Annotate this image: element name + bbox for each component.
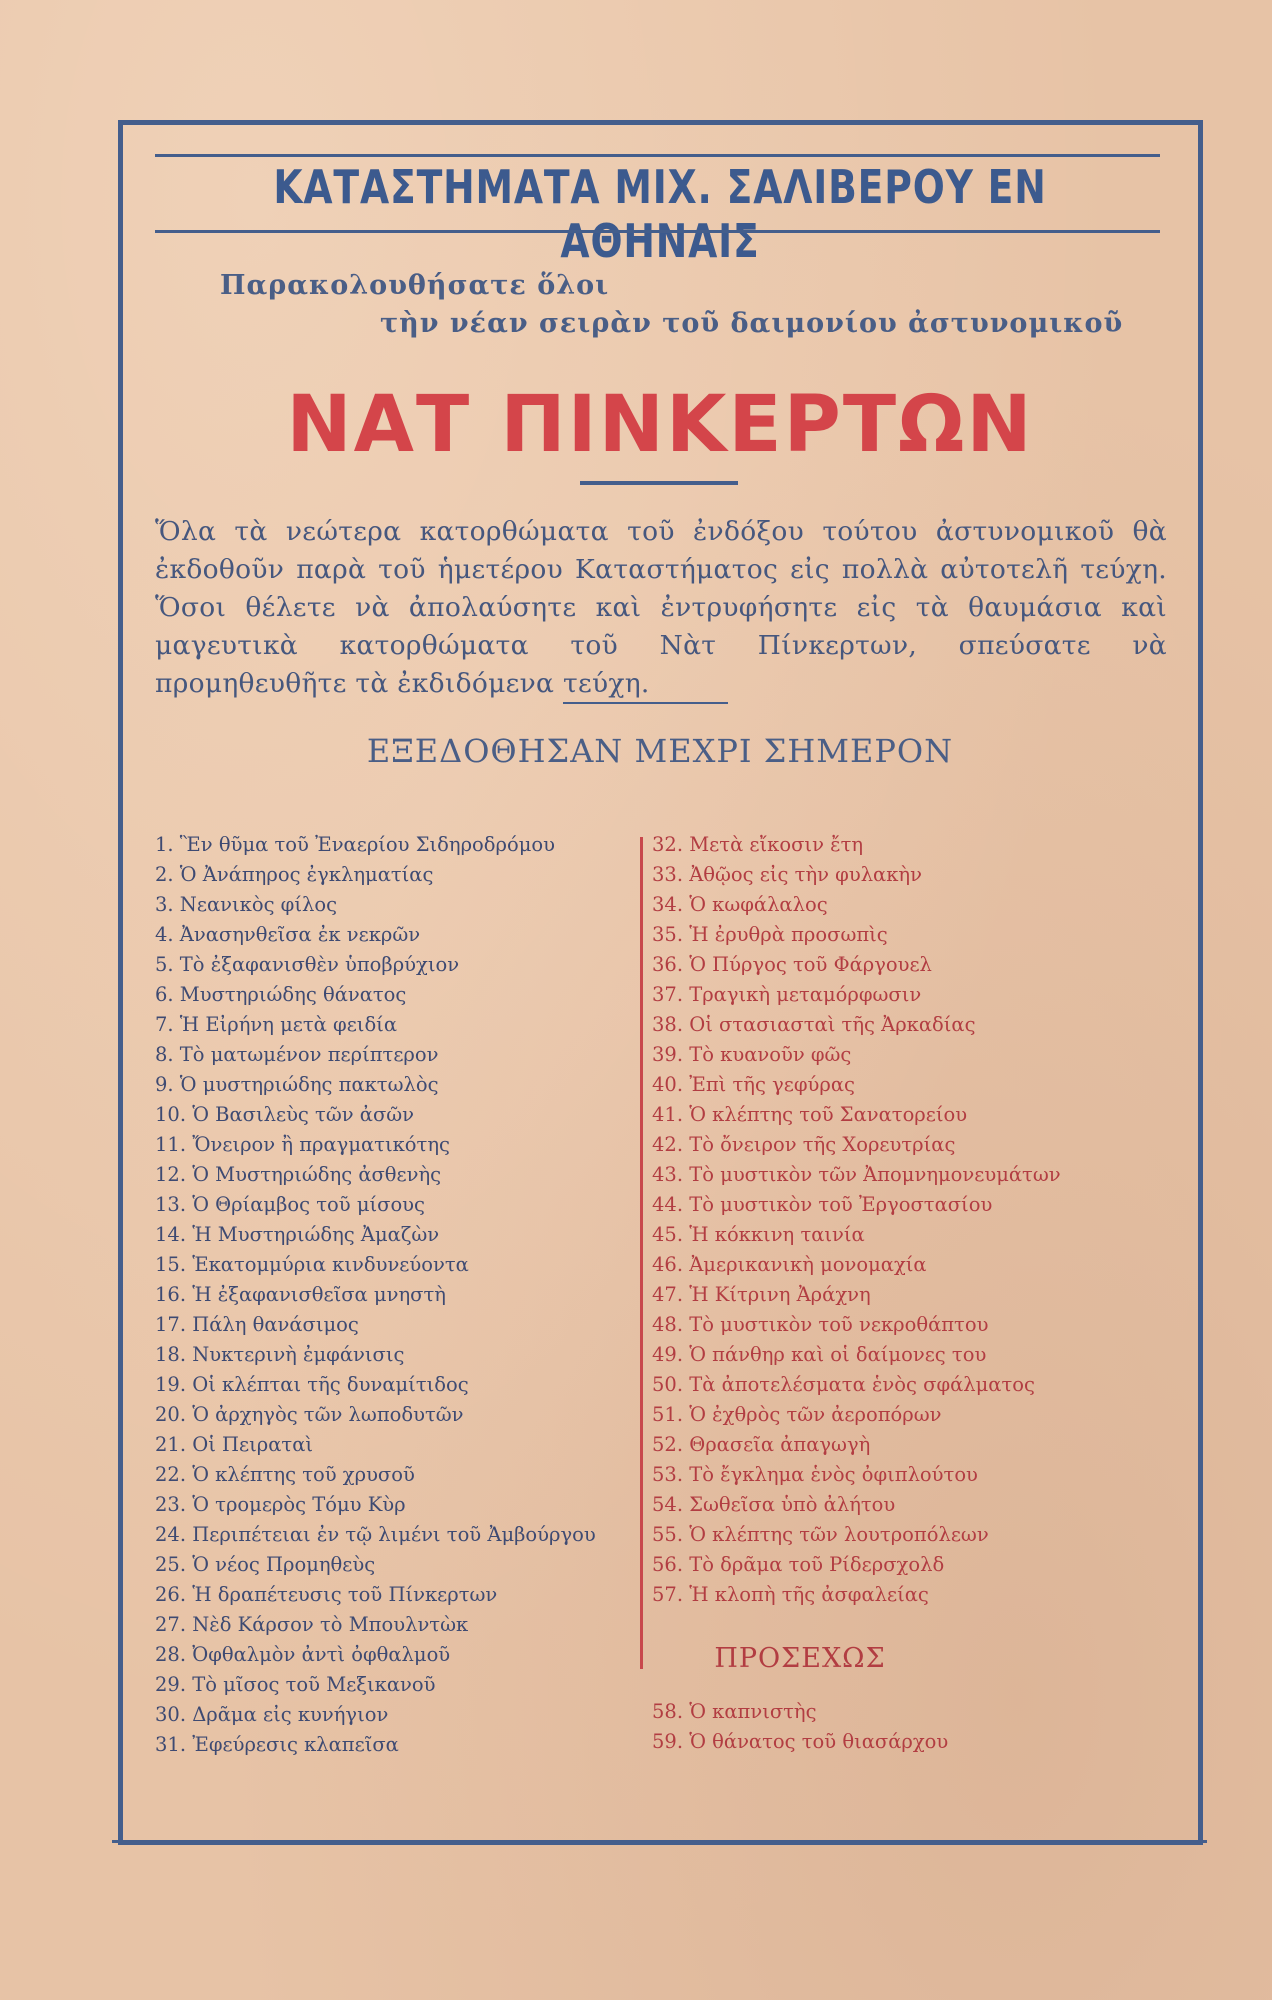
list-item: 54. Σωθεῖσα ὑπὸ ἀλήτου [652, 1493, 896, 1516]
list-item: 48. Τὸ μυστικὸν τοῦ νεκροθάπτου [652, 1313, 989, 1336]
list-item: 8. Τὸ ματωμένον περίπτερον [155, 1043, 439, 1066]
list-item: 28. Ὀφθαλμὸν ἀντὶ ὀφθαλμοῦ [155, 1643, 451, 1666]
list-item: 7. Ἡ Εἰρήνη μετὰ φειδία [155, 1013, 397, 1036]
list-item: 9. Ὁ μυστηριώδης πακτωλὸς [155, 1073, 439, 1096]
list-item: 55. Ὁ κλέπτης τῶν λουτροπόλεων [652, 1523, 989, 1546]
list-item: 49. Ὁ πάνθηρ καὶ οἱ δαίμονες του [652, 1343, 987, 1366]
list-item: 15. Ἑκατομμύρια κινδυνεύοντα [155, 1253, 469, 1276]
list-item: 26. Ἡ δραπέτευσις τοῦ Πίνκερτων [155, 1583, 498, 1606]
list-item: 23. Ὁ τρομερὸς Τόμυ Κὺρ [155, 1493, 406, 1516]
list-item: 11. Ὄνειρον ἢ πραγματικότης [155, 1133, 450, 1156]
list-item: 53. Τὸ ἔγκλημα ἑνὸς ὀφιπλούτου [652, 1463, 978, 1486]
header-top-rule [155, 154, 1160, 157]
list-item: 34. Ὁ κωφάλαλος [652, 893, 828, 916]
list-item: 59. Ὁ θάνατος τοῦ θιασάρχου [652, 1730, 949, 1753]
list-item: 12. Ὁ Μυστηριώδης ἀσθενὴς [155, 1163, 442, 1186]
list-item: 33. Ἀθῷος εἰς τὴν φυλακὴν [652, 863, 922, 886]
intro-line-1: Παρακολουθήσατε ὅλοι [220, 270, 610, 301]
list-item: 39. Τὸ κυανοῦν φῶς [652, 1043, 852, 1066]
list-item: 14. Ἡ Μυστηριώδης Ἀμαζὼν [155, 1223, 440, 1246]
list-item: 36. Ὁ Πύργος τοῦ Φάργουελ [652, 953, 932, 976]
list-item: 2. Ὁ Ἀνάπηρος ἐγκληματίας [155, 863, 434, 886]
list-item: 13. Ὁ Θρίαμβος τοῦ μίσους [155, 1193, 425, 1216]
title-rule [580, 481, 738, 485]
list-item: 29. Τὸ μῖσος τοῦ Μεξικανοῦ [155, 1673, 436, 1696]
list-item: 3. Νεανικὸς φίλος [155, 893, 338, 916]
list-item: 58. Ὁ καπνιστὴς [652, 1700, 817, 1723]
list-item: 18. Νυκτερινὴ ἐμφάνισις [155, 1343, 405, 1366]
list-item: 43. Τὸ μυστικὸν τῶν Ἀπομνημονευμάτων [652, 1163, 1061, 1186]
list-item: 1. Ἓν θῦμα τοῦ Ἐναερίου Σιδηροδρόμου [155, 833, 555, 856]
list-item: 30. Δρᾶμα εἰς κυνήγιον [155, 1703, 389, 1726]
list-item: 16. Ἡ ἐξαφανισθεῖσα μνηστὴ [155, 1283, 446, 1306]
list-item: 45. Ἡ κόκκινη ταινία [652, 1223, 865, 1246]
list-item: 40. Ἐπὶ τῆς γεφύρας [652, 1073, 855, 1096]
list-item: 25. Ὁ νέος Προμηθεὺς [155, 1553, 376, 1576]
column-divider [640, 837, 643, 1669]
list-item: 57. Ἡ κλοπὴ τῆς ἀσφαλείας [652, 1583, 929, 1606]
list-item: 19. Οἱ κλέπται τῆς δυναμίτιδος [155, 1373, 469, 1396]
list-item: 22. Ὁ κλέπτης τοῦ χρυσοῦ [155, 1463, 415, 1486]
list-item: 51. Ὁ ἐχθρὸς τῶν ἀεροπόρων [652, 1403, 942, 1426]
list-item: 47. Ἡ Κίτρινη Ἀράχνη [652, 1283, 871, 1306]
bottom-rule [112, 1840, 1207, 1843]
list-item: 50. Τὰ ἀποτελέσματα ἑνὸς σφάλματος [652, 1373, 1035, 1396]
list-item: 52. Θρασεῖα ἀπαγωγὴ [652, 1433, 871, 1456]
list-item: 17. Πάλη θανάσιμος [155, 1313, 359, 1336]
list-item: 4. Ἀνασηνθεῖσα ἐκ νεκρῶν [155, 923, 421, 946]
list-item: 6. Μυστηριώδης θάνατος [155, 983, 407, 1006]
announcement-paragraph: Ὅλα τὰ νεώτερα κατορθώματα τοῦ ἐνδόξου τούτου ἀστυνομικοῦ θὰ ἐκδοθοῦν παρὰ τοῦ ἡμετέρου Καταστήματος εἰς πολλὰ αὐτοτελῆ τεύχη. Ὅσοι θέλετε νὰ ἀπολαύσητε καὶ ἐντρυφήσητε εἰς τὰ θαυμάσια καὶ μαγευτικὰ κατορθώματα τοῦ Νὰτ Πίνκερτων, σπεύσατε νὰ προμηθευθῆτε τὰ ἐκδιδόμενα τεύχη. [155, 516, 1167, 699]
list-item: 10. Ὁ Βασιλεὺς τῶν ἀσῶν [155, 1103, 415, 1126]
upcoming-list [652, 1697, 948, 1757]
list-item: 41. Ὁ κλέπτης τοῦ Σανατορείου [652, 1103, 968, 1126]
list-item: 31. Ἐφεύρεσις κλαπεῖσα [155, 1733, 399, 1756]
section-rule [563, 702, 728, 704]
list-item: 38. Οἱ στασιασταὶ τῆς Ἀρκαδίας [652, 1013, 976, 1036]
attention-heading: ΠΡΟΣΕΧΩΣ [714, 1643, 886, 1674]
intro-line-2: τὴν νέαν σειρὰν τοῦ δαιμονίου ἀστυνομικοῦ [380, 308, 1124, 339]
list-item: 37. Τραγικὴ μεταμόρφωσιν [652, 983, 922, 1006]
list-item: 42. Τὸ ὄνειρον τῆς Χορευτρίας [652, 1133, 956, 1156]
published-list-right [652, 830, 1061, 1610]
list-item: 20. Ὁ ἀρχηγὸς τῶν λωποδυτῶν [155, 1403, 464, 1426]
list-item: 46. Ἀμερικανικὴ μονομαχία [652, 1253, 927, 1276]
list-item: 27. Νὲδ Κάρσον τὸ Μπουλντὼκ [155, 1613, 469, 1636]
list-item: 5. Τὸ ἐξαφανισθὲν ὑποβρύχιον [155, 953, 460, 976]
main-title: ΝΑΤ ΠΙΝΚΕΡΤΩΝ [286, 380, 1034, 470]
published-list-left [155, 830, 596, 1760]
list-item: 32. Μετὰ εἴκοσιν ἔτη [652, 833, 864, 856]
list-item: 21. Οἱ Πειραταὶ [155, 1433, 314, 1456]
list-item: 24. Περιπέτειαι ἐν τῷ λιμένι τοῦ Ἀμβούργου [155, 1523, 596, 1546]
store-header: ΚΑΤΑΣΤΗΜΑΤΑ ΜΙΧ. ΣΑΛΙΒΕΡΟΥ ΕΝ ΑΘΗΝΑΙΣ [273, 160, 1047, 268]
published-heading: ΕΞΕΔΟΘΗΣΑΝ ΜΕΧΡΙ ΣΗΜΕΡΟΝ [366, 732, 954, 770]
list-item: 35. Ἡ ἐρυθρὰ προσωπὶς [652, 923, 888, 946]
header-bottom-rule [155, 230, 1160, 233]
list-item: 56. Τὸ δρᾶμα τοῦ Ρίδερσχολδ [652, 1553, 945, 1576]
list-item: 44. Τὸ μυστικὸν τοῦ Ἐργοστασίου [652, 1193, 993, 1216]
